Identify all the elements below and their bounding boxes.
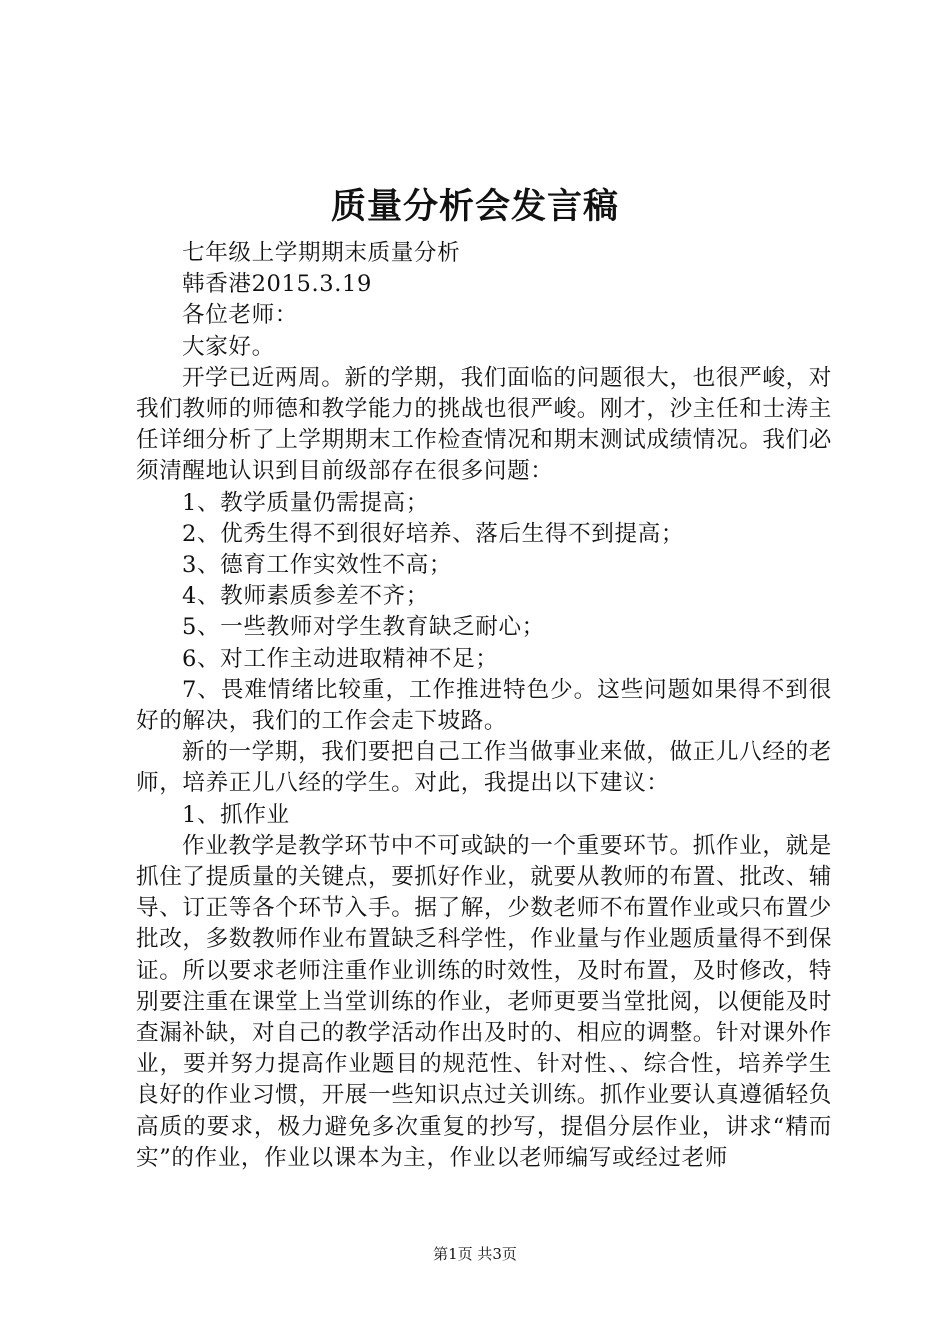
list-item-problem-4: 4、教师素质参差不齐； xyxy=(182,583,429,610)
paragraph-intro: 开学已近两周。新的学期，我们面临的问题很大，也很严峻，对我们教师的师德和教学能力的挑战也很严峻。刚才，沙主任和士涛主任详细分析了上学期期末工作检查情况和期末测试成绩情况。我们必须清醒地认识到目前级部存在很多问题： xyxy=(136,364,832,485)
paragraph-homework: 作业教学是教学环节中不可或缺的一个重要环节。抓作业，就是抓住了提质量的关键点，要抓好作业，就要从教师的布置、批改、辅导、订正等各个环节入手。据了解，少数老师不布置作业或只布置少批改，多数教师作业布置缺乏科学性，作业量与作业题质量得不到保证。所以要求老师注重作业训练的时效性，及时布置，及时修改，特别要注重在课堂上当堂训练的作业，老师更要当堂批阅，以便能及时查漏补缺，对自己的教学活动作出及时的、相应的调整。针对课外作业，要并努力提高作业题目的规范性、针对性、、综合性，培养学生良好的作业习惯，开展一些知识点过关训练。抓作业要认真遵循轻负高质的要求，极力避免多次重复的抄写，提倡分层作业，讲求“精而实”的作业，作业以课本为主，作业以老师编写或经过老师 xyxy=(136,832,832,1171)
document-title: 质量分析会发言稿 xyxy=(330,186,619,227)
page-footer: 第1页 共3页 xyxy=(433,1245,517,1263)
list-item-problem-5: 5、一些教师对学生教育缺乏耐心； xyxy=(182,614,545,641)
paragraph-author-date: 韩香港2015.3.19 xyxy=(182,271,372,298)
document-body xyxy=(136,238,832,1174)
list-item-problem-2: 2、优秀生得不到很好培养、落后生得不到提高； xyxy=(182,520,685,547)
paragraph-subtitle: 七年级上学期期末质量分析 xyxy=(182,240,461,266)
list-item-problem-7: 7、畏难情绪比较重，工作推进特色少。这些问题如果得不到很好的解决，我们的工作会走下坡路。 xyxy=(136,676,832,735)
paragraph-salutation: 各位老师： xyxy=(182,302,298,329)
section-heading-homework: 1、抓作业 xyxy=(182,801,290,828)
paragraph-suggestions-intro: 新的一学期，我们要把自己工作当做事业来做，做正儿八经的老师，培养正儿八经的学生。对此，我提出以下建议： xyxy=(136,739,832,797)
list-item-problem-3: 3、德育工作实效性不高； xyxy=(182,552,453,579)
paragraph-greeting: 大家好。 xyxy=(182,333,275,360)
list-item-problem-1: 1、教学质量仍需提高； xyxy=(182,489,429,516)
list-item-problem-6: 6、对工作主动进取精神不足； xyxy=(182,645,499,672)
